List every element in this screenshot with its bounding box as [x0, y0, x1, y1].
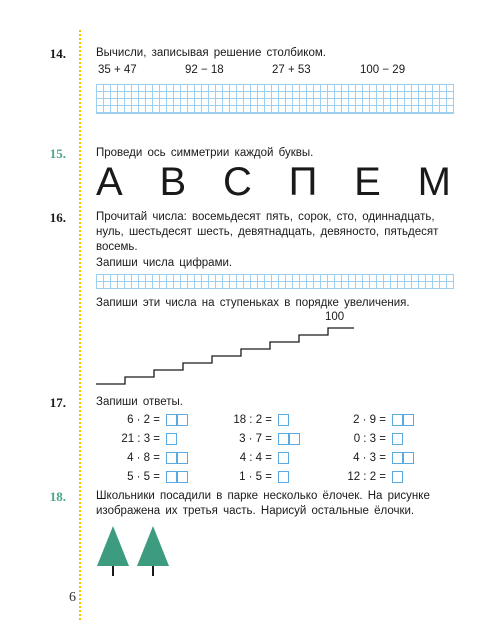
task-18-text-line-2: изображена их третья часть. Нарисуй остальные ёлочки. — [96, 505, 415, 517]
answer-box[interactable] — [392, 433, 403, 445]
task-15-instruction: Проведи ось симметрии каждой буквы. — [96, 147, 314, 159]
answer-box[interactable] — [166, 452, 177, 464]
task-18-text-line-1: Школьники посадили в парке несколько ёлочек. На рисунке — [96, 490, 430, 502]
fir-trees — [96, 524, 176, 579]
task-16-steps-instruction: Запиши эти числа на ступеньках в порядке увеличения. — [96, 297, 410, 309]
letter-s[interactable]: С — [222, 160, 253, 204]
answer-row: 4 · 8 = — [98, 448, 188, 467]
answer-row: 1 · 5 = — [212, 467, 300, 486]
letter-p[interactable]: П — [288, 160, 319, 204]
task-17-number: 17. — [49, 395, 66, 410]
answer-row: 2 · 9 = — [326, 410, 414, 429]
top-step-label: 100 — [325, 311, 345, 323]
task-14-instruction: Вычисли, записывая решение столбиком. — [96, 47, 326, 59]
answers-column-3 — [326, 410, 414, 486]
answer-box[interactable] — [289, 433, 300, 445]
fir-tree-icon — [137, 526, 169, 576]
answer-box[interactable] — [278, 471, 289, 483]
answer-box[interactable] — [403, 414, 414, 426]
answer-row: 0 : 3 = — [326, 429, 414, 448]
answer-box[interactable] — [392, 414, 403, 426]
page-number: 6 — [69, 590, 76, 605]
answer-box[interactable] — [278, 414, 289, 426]
task-16-number: 16. — [49, 210, 66, 225]
answer-row: 3 · 7 = — [212, 429, 300, 448]
answer-box[interactable] — [166, 414, 177, 426]
margin-dotted-line — [79, 30, 81, 620]
expression-4: 100 − 29 — [360, 64, 406, 76]
expression-2: 92 − 18 — [185, 64, 224, 76]
answer-box[interactable] — [177, 471, 188, 483]
staircase[interactable] — [96, 320, 358, 388]
task-16-write-digits: Запиши числа цифрами. — [96, 257, 233, 269]
answer-row: 4 · 3 = — [326, 448, 414, 467]
answer-row: 18 : 2 = — [212, 410, 300, 429]
answer-box[interactable] — [278, 433, 289, 445]
answer-box[interactable] — [177, 452, 188, 464]
expression-3: 27 + 53 — [272, 64, 311, 76]
task-15-number: 15. — [49, 146, 66, 161]
answer-box[interactable] — [278, 452, 289, 464]
letter-a[interactable]: А — [96, 160, 124, 204]
task-16-text-line-3: восемь. — [96, 241, 138, 253]
letter-v[interactable]: В — [159, 160, 188, 204]
answer-box[interactable] — [403, 452, 414, 464]
answer-row: 6 · 2 = — [98, 410, 188, 429]
letter-e[interactable]: Е — [354, 160, 382, 204]
fir-tree-icon — [97, 526, 129, 576]
answer-box[interactable] — [177, 414, 188, 426]
answer-box[interactable] — [166, 471, 177, 483]
answer-row: 21 : 3 = — [98, 429, 188, 448]
answer-box[interactable] — [392, 452, 403, 464]
answer-box[interactable] — [166, 433, 177, 445]
task-18-number: 18. — [49, 489, 66, 504]
task-16-text-line-2: нуль, шестьдесят шесть, девятнадцать, девяносто, пятьдесят — [96, 226, 439, 238]
calculation-grid[interactable] — [96, 84, 454, 114]
answers-column-1 — [98, 410, 188, 486]
answer-box[interactable] — [392, 471, 403, 483]
task-14-number: 14. — [49, 46, 66, 61]
answer-row: 12 : 2 = — [326, 467, 414, 486]
symmetry-letters — [96, 160, 452, 204]
expression-1: 35 + 47 — [98, 64, 137, 76]
task-17-instruction: Запиши ответы. — [96, 396, 183, 408]
answer-row: 5 · 5 = — [98, 467, 188, 486]
task-16-text-line-1: Прочитай числа: восемьдесят пять, сорок, сто, одиннадцать, — [96, 211, 435, 223]
answers-column-2 — [212, 410, 300, 486]
letter-m[interactable]: М — [417, 160, 452, 204]
answer-row: 4 : 4 = — [212, 448, 300, 467]
digits-grid[interactable] — [96, 274, 454, 289]
